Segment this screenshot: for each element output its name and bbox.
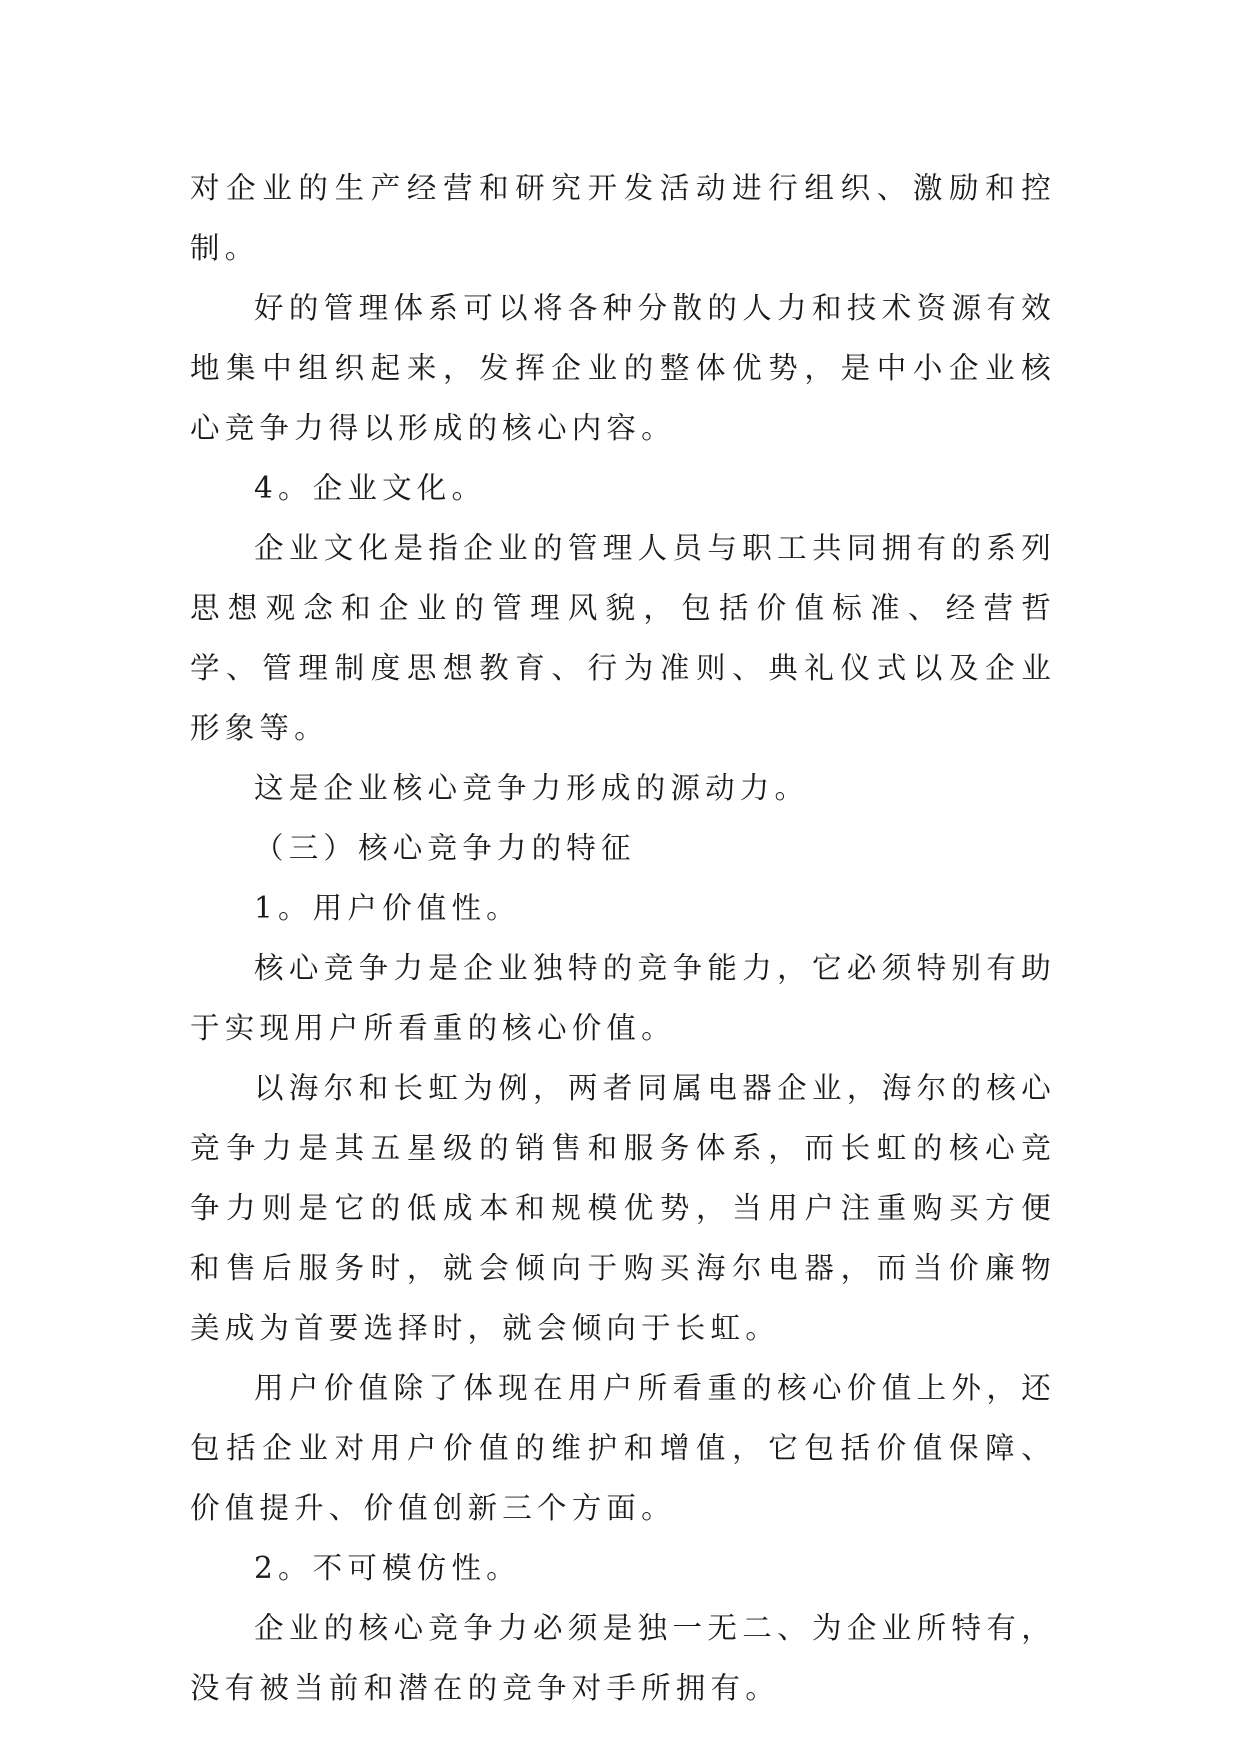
paragraph-management-system: 好的管理体系可以将各种分散的人力和技术资源有效地集中组织起来，发挥企业的整体优势，是中小企业核心竞争力得以形成的核心内容。 xyxy=(190,291,1056,445)
paragraph-culture-definition: 企业文化是指企业的管理人员与职工共同拥有的系列思想观念和企业的管理风貌，包括价值标准、经营哲学、管理制度思想教育、行为准则、典礼仪式以及企业形象等。 xyxy=(190,531,1056,745)
heading-corporate-culture: 4。企业文化。 xyxy=(254,471,487,505)
paragraph-culture-source: 这是企业核心竞争力形成的源动力。 xyxy=(254,771,810,805)
paragraph-haier-changhong-example: 以海尔和长虹为例，两者同属电器企业，海尔的核心竞争力是其五星级的销售和服务体系，而长虹的核心竞争力则是它的低成本和规模优势，当用户注重购买方便和售后服务时，就会倾向于购买海尔电器，而当价廉物美成为首要选择时，就会倾向于长虹。 xyxy=(190,1071,1056,1345)
paragraph-management-control: 对企业的生产经营和研究开发活动进行组织、激励和控制。 xyxy=(190,171,1056,265)
heading-inimitability: 2。不可模仿性。 xyxy=(254,1551,521,1585)
paragraph-inimitability-definition: 企业的核心竞争力必须是独一无二、为企业所特有，没有被当前和潜在的竞争对手所拥有。 xyxy=(190,1611,1056,1705)
heading-user-value: 1。用户价值性。 xyxy=(254,891,521,925)
paragraph-user-value-definition: 核心竞争力是企业独特的竞争能力，它必须特别有助于实现用户所看重的核心价值。 xyxy=(190,951,1056,1045)
section-heading-characteristics: （三）核心竞争力的特征 xyxy=(254,831,636,865)
document-body xyxy=(190,158,1056,1718)
paragraph-user-value-aspects: 用户价值除了体现在用户所看重的核心价值上外，还包括企业对用户价值的维护和增值，它包括价值保障、价值提升、价值创新三个方面。 xyxy=(190,1371,1056,1525)
